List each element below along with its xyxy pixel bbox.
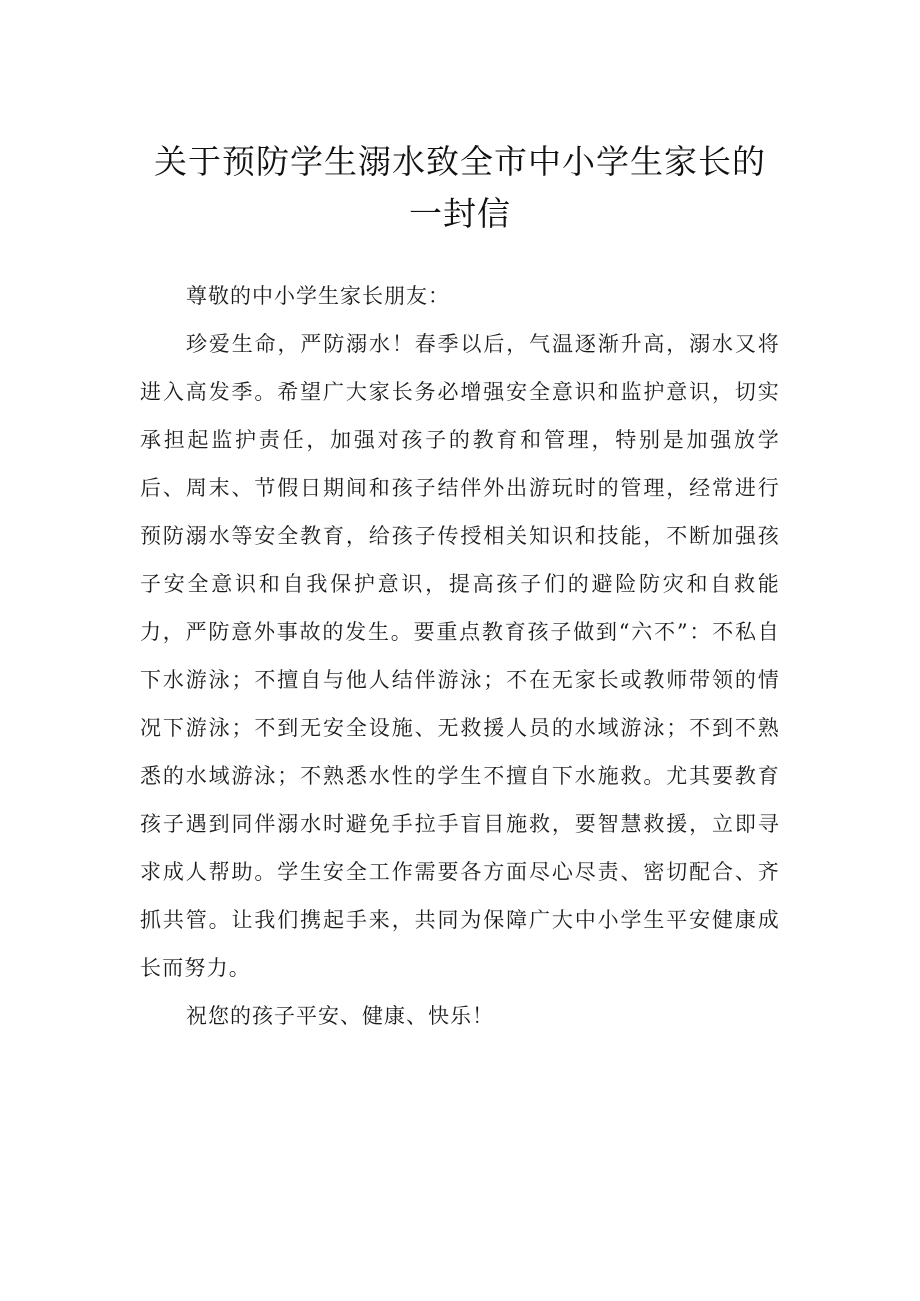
title-line-1: 关于预防学生溺水致全市中小学生家长的 [154,142,766,181]
closing-line: 祝您的孩子平安、健康、快乐！ [186,1004,494,1028]
body-paragraph: 珍爱生命，严防溺水！春季以后，气温逐渐升高，溺水又将进入高发季。希望广大家长务必增强安全意识和监护意识，切实承担起监护责任，加强对孩子的教育和管理，特别是加强放学后、周末、节假日期间和孩子结伴外出游玩时的管理，经常进行预防溺水等安全教育，给孩子传授相关知识和技能，不断加强孩子安全意识和自我保护意识，提高孩子们的避险防灾和自救能力，严防意外事故的发生。要重点教育孩子做到“六不”：不私自下水游泳；不擅自与他人结伴游泳；不在无家长或教师带领的情况下游泳；不到无安全设施、无救援人员的水域游泳；不到不熟悉的水域游泳；不熟悉水性的学生不擅自下水施救。尤其要教育孩子遇到同伴溺水时避免手拉手盲目施救，要智慧救援，立即寻求成人帮助。学生安全工作需要各方面尽心尽责、密切配合、齐抓共管。让我们携起手来，共同为保障广大中小学生平安健康成长而努力。 [140,332,780,980]
title-line-2: 一封信 [409,194,511,233]
greeting: 尊敬的中小学生家长朋友： [186,284,450,308]
letter-body [140,272,780,1040]
document-title [120,136,800,240]
